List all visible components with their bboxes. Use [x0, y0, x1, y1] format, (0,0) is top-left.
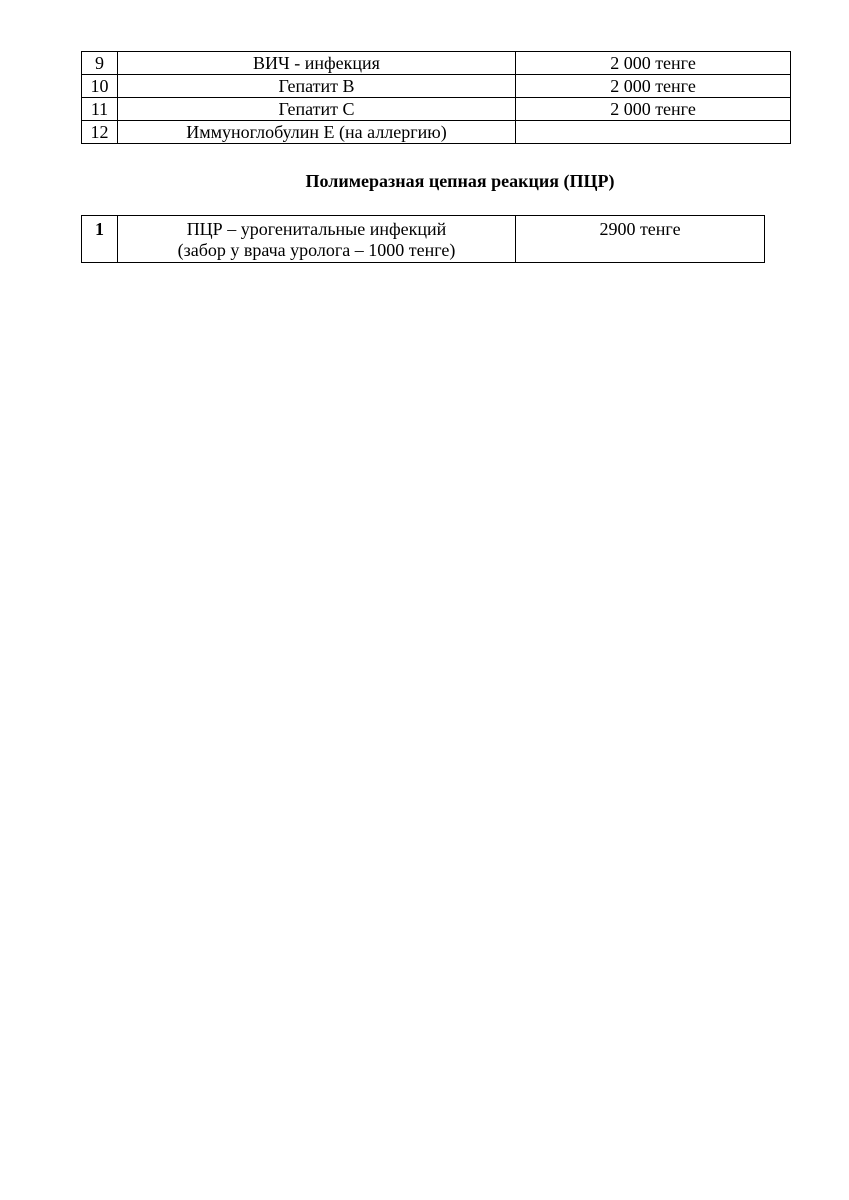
table-row: [82, 52, 791, 75]
service-name: [118, 216, 516, 263]
service-name-line: ПЦР – урогенитальные инфекций: [186, 219, 447, 239]
table-row: [82, 121, 791, 144]
service-price: 2 000 тенге: [516, 98, 791, 121]
service-name: Гепатит С: [118, 98, 516, 121]
row-number: 10: [82, 75, 118, 98]
table-row: [82, 98, 791, 121]
service-name: Гепатит В: [118, 75, 516, 98]
row-number: 11: [82, 98, 118, 121]
service-name: ВИЧ - инфекция: [118, 52, 516, 75]
service-name-note: (забор у врача уролога – 1000 тенге): [177, 240, 456, 260]
service-price: 2900 тенге: [516, 216, 765, 263]
row-number: 12: [82, 121, 118, 144]
service-price: 2 000 тенге: [516, 52, 791, 75]
service-price: [516, 121, 791, 144]
price-table: [81, 51, 791, 144]
service-name: Иммуноглобулин Е (на аллергию): [118, 121, 516, 144]
row-number: 1: [82, 216, 118, 263]
section-title: Полимеразная цепная реакция (ПЦР): [305, 171, 615, 191]
row-number: 9: [82, 52, 118, 75]
pcr-table: [81, 215, 765, 263]
table-row: [82, 75, 791, 98]
service-price: 2 000 тенге: [516, 75, 791, 98]
table-row: [82, 216, 765, 263]
